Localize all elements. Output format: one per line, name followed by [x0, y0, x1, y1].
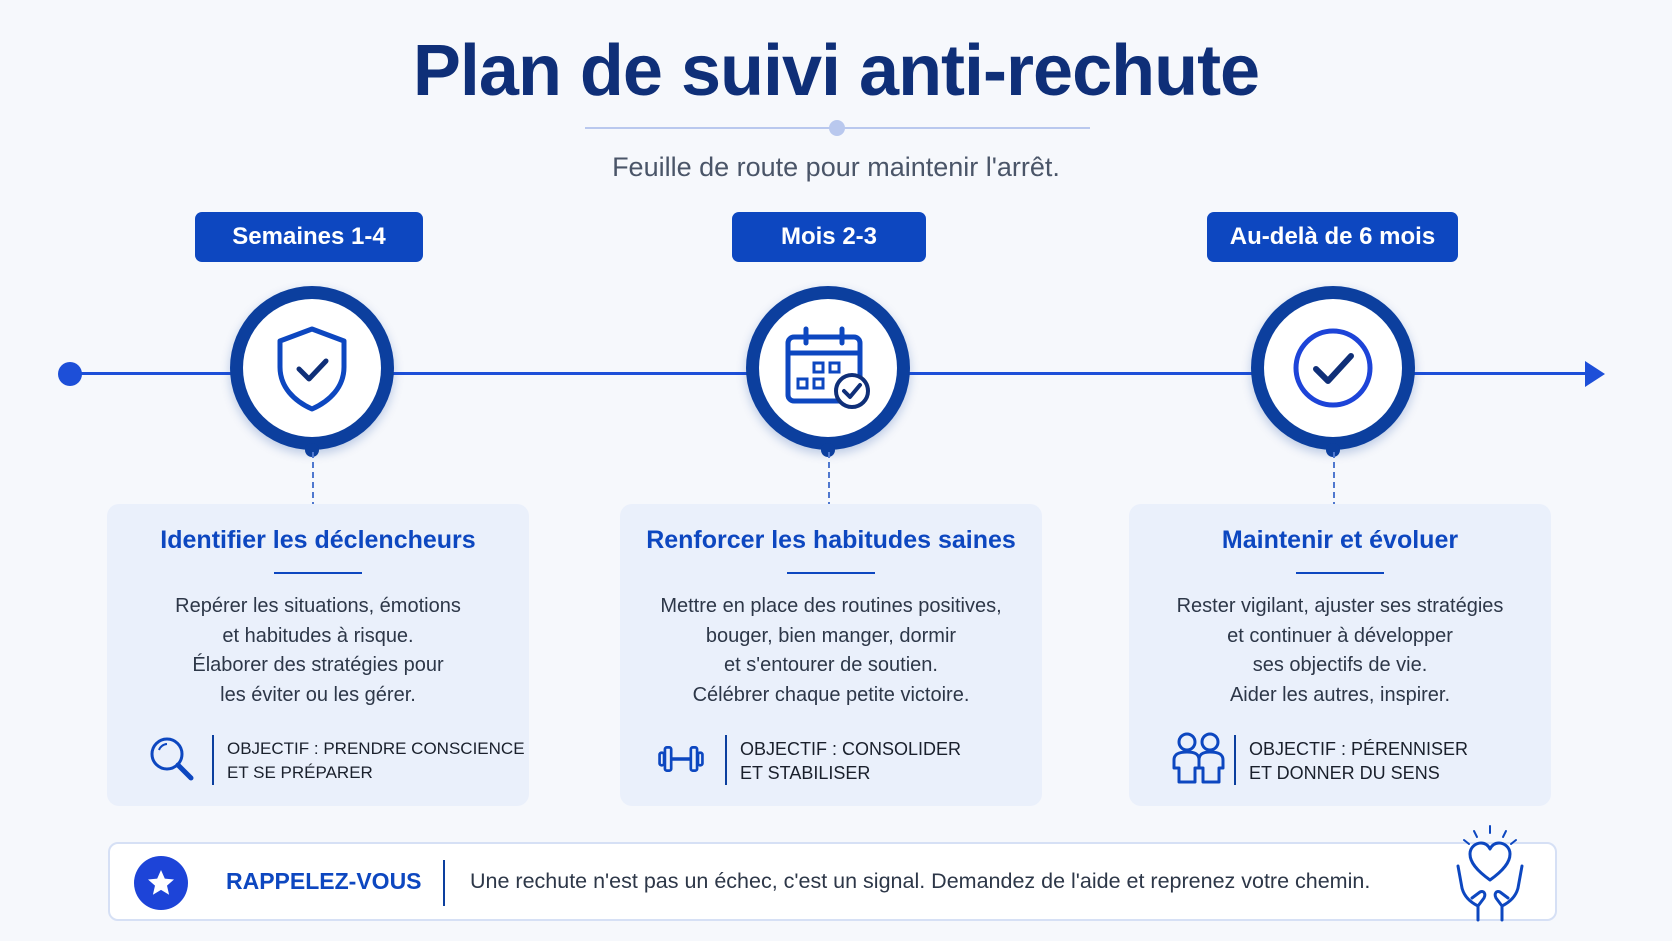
dumbbell-icon	[656, 734, 706, 784]
magnifier-icon	[147, 734, 197, 784]
phase-3-line-4: Aider les autres, inspirer.	[1229, 683, 1451, 706]
phase-1-title: Identifier les déclencheurs	[160, 526, 476, 554]
phase-1-card	[107, 504, 529, 806]
phase-3-objective	[1249, 737, 1468, 785]
calendar-check-icon	[782, 323, 874, 413]
phase-3-node	[1251, 286, 1415, 450]
phase-2-node	[746, 286, 910, 450]
phase-1-line-3: Élaborer des stratégies pour	[192, 654, 444, 676]
phase-1-objective-line-1: OBJECTIF : PRENDRE CONSCIENCE	[227, 739, 525, 758]
phase-1-objective-line-2: ET SE PRÉPARER	[227, 763, 373, 782]
phase-1-objective-divider	[212, 735, 214, 785]
phase-3-objective-line-2: ET DONNER DU SENS	[1249, 763, 1440, 783]
phase-3-card	[1129, 504, 1551, 806]
phase-3-description	[1139, 592, 1541, 710]
star-icon	[134, 856, 188, 910]
page-subtitle: Feuille de route pour maintenir l'arrêt.	[612, 152, 1060, 182]
phase-1-line-4: les éviter ou les gérer.	[220, 683, 416, 706]
phase-1-description	[117, 592, 519, 710]
phase-2-objective-divider	[725, 735, 727, 785]
phase-3-title: Maintenir et évoluer	[1221, 526, 1459, 554]
phase-badge-2: Mois 2-3	[732, 212, 926, 262]
phase-3-objective-line-1: OBJECTIF : PÉRENNISER	[1249, 739, 1469, 759]
phase-1-objective	[227, 737, 525, 785]
phase-2-objective	[740, 737, 961, 785]
phase-badge-1: Semaines 1-4	[195, 212, 423, 262]
heart-hands-icon	[1440, 824, 1540, 924]
phase-3-title-rule	[1296, 572, 1384, 574]
phase-3-line-3: ses objectifs de vie.	[1252, 654, 1428, 676]
phase-2-title-rule	[787, 572, 875, 574]
phase-2-description	[630, 592, 1032, 710]
phase-3-connector	[1333, 452, 1335, 508]
timeline-arrow-icon	[1585, 361, 1605, 387]
page-title: Plan de suivi anti-rechute	[412, 31, 1260, 111]
phase-3-line-2: et continuer à développer	[1227, 624, 1453, 647]
phase-3-objective-divider	[1234, 735, 1236, 785]
phase-2-connector	[828, 452, 830, 508]
people-icon	[1171, 732, 1227, 786]
reminder-text: Une rechute n'est pas un échec, c'est un signal. Demandez de l'aide et reprenez votre chemin.	[470, 869, 1371, 893]
phase-2-line-1: Mettre en place des routines positives,	[660, 595, 1002, 617]
title-divider-dot	[829, 120, 845, 136]
phase-2-line-3: et s'entourer de soutien.	[724, 654, 938, 676]
phase-2-title: Renforcer les habitudes saines	[646, 526, 1016, 554]
reminder-label: RAPPELEZ-VOUS	[226, 868, 422, 894]
timeline-start-dot	[58, 362, 82, 386]
phase-2-objective-line-2: ET STABILISER	[740, 763, 871, 783]
phase-2-line-4: Célébrer chaque petite victoire.	[692, 683, 970, 706]
phase-badge-3: Au-delà de 6 mois	[1207, 212, 1458, 262]
phase-1-title-rule	[274, 572, 362, 574]
phase-1-line-1: Repérer les situations, émotions	[175, 595, 461, 617]
check-circle-icon	[1290, 325, 1376, 411]
phase-1-line-2: et habitudes à risque.	[222, 624, 414, 647]
phase-2-card	[620, 504, 1042, 806]
phase-2-objective-line-1: OBJECTIF : CONSOLIDER	[740, 739, 962, 759]
phase-1-connector	[312, 452, 314, 508]
reminder-banner	[108, 842, 1557, 921]
shield-check-icon	[272, 323, 352, 413]
phase-2-line-2: bouger, bien manger, dormir	[705, 624, 957, 647]
phase-1-node	[230, 286, 394, 450]
reminder-divider	[443, 860, 445, 906]
phase-3-line-1: Rester vigilant, ajuster ses stratégies	[1176, 595, 1504, 617]
